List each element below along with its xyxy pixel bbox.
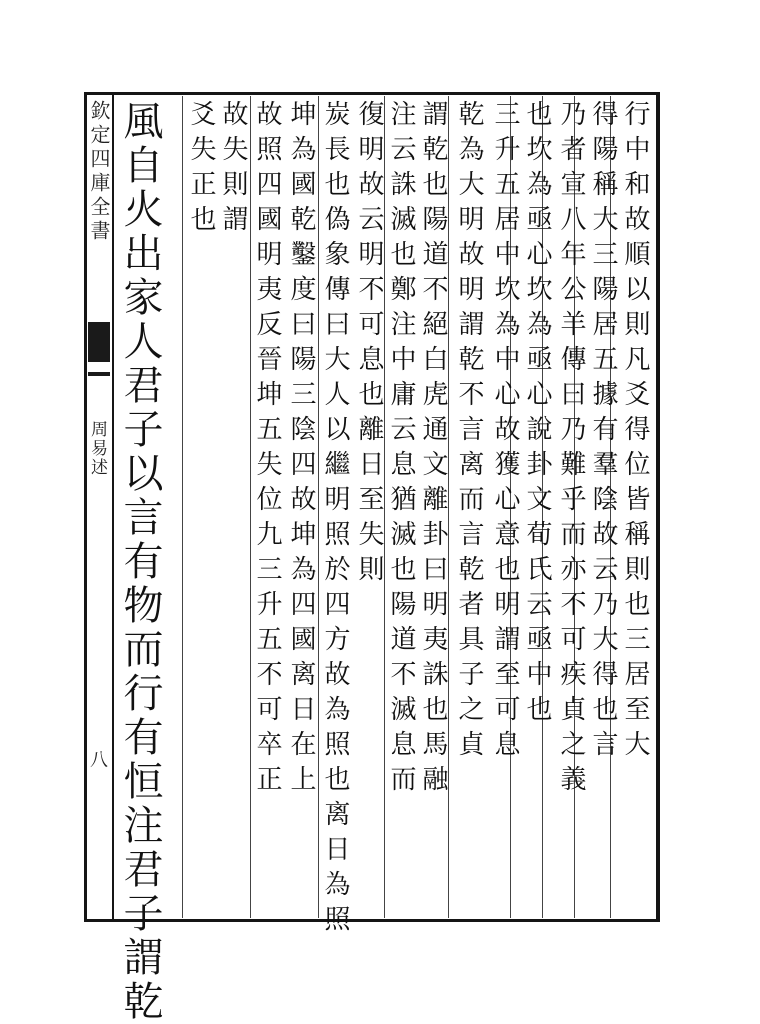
text-column: 故照四國明夷反晉坤五失位九三升五不可卒正 [252,100,282,800]
fishtail-line [88,372,110,376]
text-column: 乾為大明故明謂乾不言离而言乾者具子之貞 [454,100,484,765]
text-column: 故失則謂 [218,100,248,240]
text-column: 爻失正也 [186,100,216,240]
text-column: 三升五居中坎為中心故獲心意也明謂至可息 [490,100,520,765]
page-number: 八 [87,750,108,768]
column-rule [182,96,183,918]
text-column: 坤為國乾鑿度曰陽三陰四故坤為四國离日在上 [286,100,316,800]
text-column: 得陽稱大三陽居五據有羣陰故云乃大得也言 [588,100,618,765]
column-rule [448,96,449,918]
text-column: 復明故云明不可息也離日至失則 [354,100,384,590]
text-column: 謂乾也陽道不絕白虎通文離卦曰明夷誅也馬融 [418,100,448,800]
fishtail-mark [88,322,110,362]
text-column: 也坎為亟心坎為亟心說卦文荀氏云亟中也 [522,100,552,730]
book-title: 欽定四庫全書 [87,100,111,244]
column-rule [384,96,385,918]
text-column: 炭長也偽象傳曰大人以繼明照於四方故為照也离日為照 [320,100,350,940]
text-column: 行中和故順以則凡爻得位皆稱則也三居至大 [620,100,650,765]
main-text-column: 風自火出家人君子以言有物而行有恒注君子謂乾 [117,100,163,1024]
column-rule [250,96,251,918]
volume-title: 周易述 [87,420,107,477]
text-column: 乃者宣八年公羊傳曰乃難乎而亦不可疾貞之義 [556,100,586,800]
text-column: 注云誅滅也鄭注中庸云息猶滅也陽道不滅息而 [386,100,416,800]
column-rule [318,96,319,918]
